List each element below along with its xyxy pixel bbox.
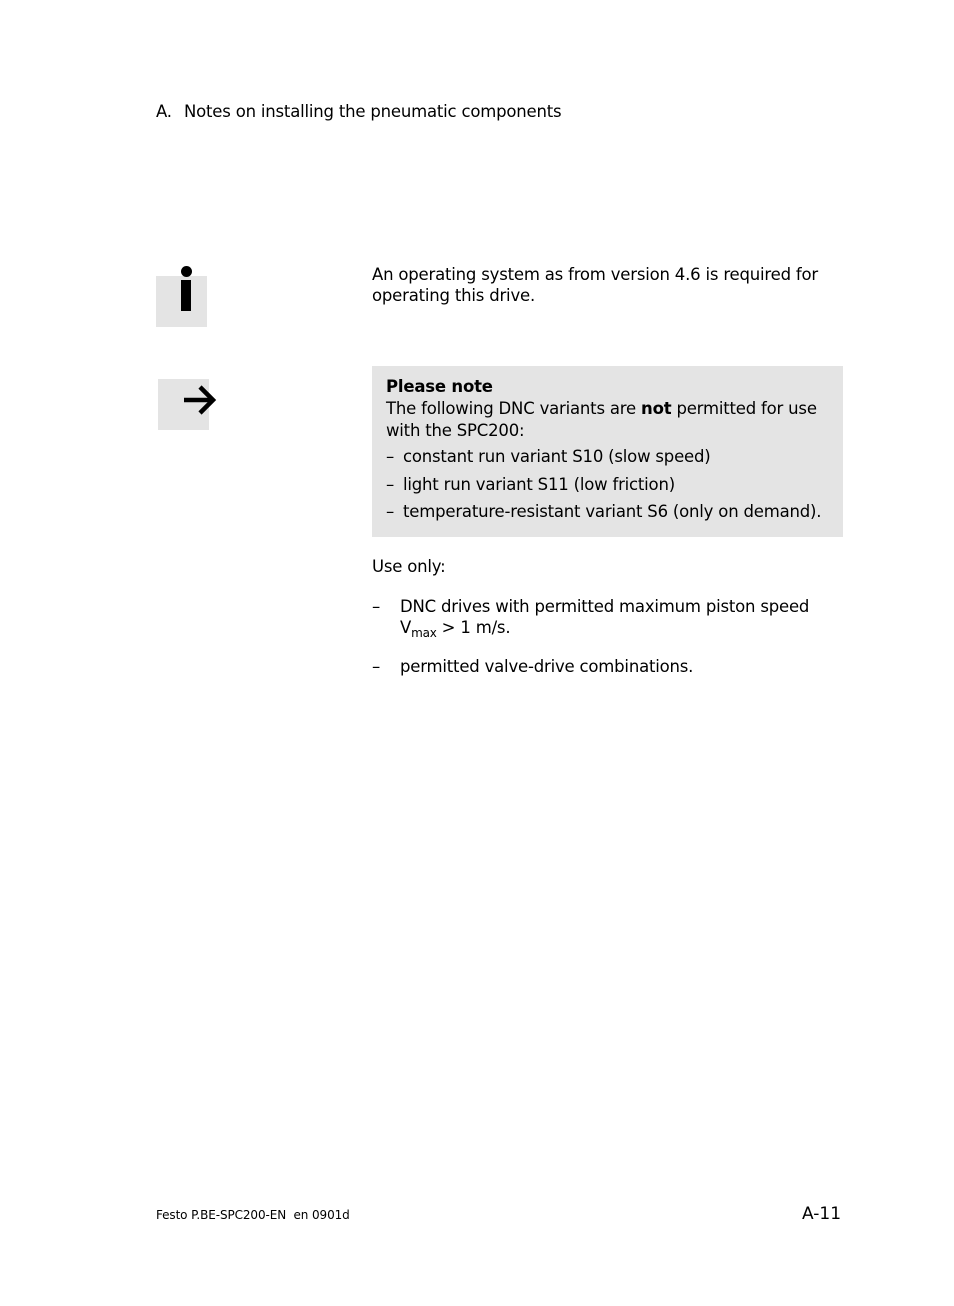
use-only-item-line1: DNC drives with permitted maximum piston speed [400,597,810,616]
speed-symbol: V [400,618,412,637]
use-only-item-valves [372,656,832,678]
note-list [386,446,836,523]
info-icon [156,276,207,327]
info-text: An operating system as from version 4.6 is required for operating this drive. [372,265,818,305]
arrow-right-icon [158,379,209,430]
list-item-text: light run variant S11 (low friction) [403,474,675,494]
list-dash: – [386,502,395,521]
speed-subscript: max [411,626,437,640]
info-icon-dot [181,266,192,277]
use-only-item-text [400,596,830,638]
info-icon-stem [181,280,191,311]
note-text-after: permitted for use with the SPC200: [386,399,817,440]
speed-value: > 1 m/s. [436,618,511,637]
note-box [372,366,843,537]
list-dash: – [372,657,381,676]
list-dash: – [386,474,395,494]
arrow-right-icon-glyph [182,384,218,416]
list-item-text: temperature-resistant variant S6 (only on demand). [403,502,822,521]
list-dash: – [386,447,395,466]
note-title: Please note [386,377,493,396]
note-text-bold: not [641,399,672,418]
list-item-text: constant run variant S10 (slow speed) [403,447,711,466]
use-only-item-text: permitted valve-drive combinations. [400,657,694,676]
list-dash: – [372,597,381,616]
note-content [386,376,836,529]
list-item [386,446,836,468]
section-number: A. [156,102,172,121]
list-item [386,501,836,523]
section-title: Notes on installing the pneumatic components [184,102,562,121]
list-item [386,474,836,496]
note-text-before: The following DNC variants are [386,399,636,418]
note-text [386,398,836,442]
use-only-item-line2 [400,617,830,638]
footer-document-id: Festo P.BE-SPC200-EN en 0901d [156,1208,350,1222]
section-header [156,102,561,121]
page-number: A-11 [802,1204,842,1224]
use-only-item-drives [372,596,832,640]
use-only-label: Use only: [372,557,446,576]
